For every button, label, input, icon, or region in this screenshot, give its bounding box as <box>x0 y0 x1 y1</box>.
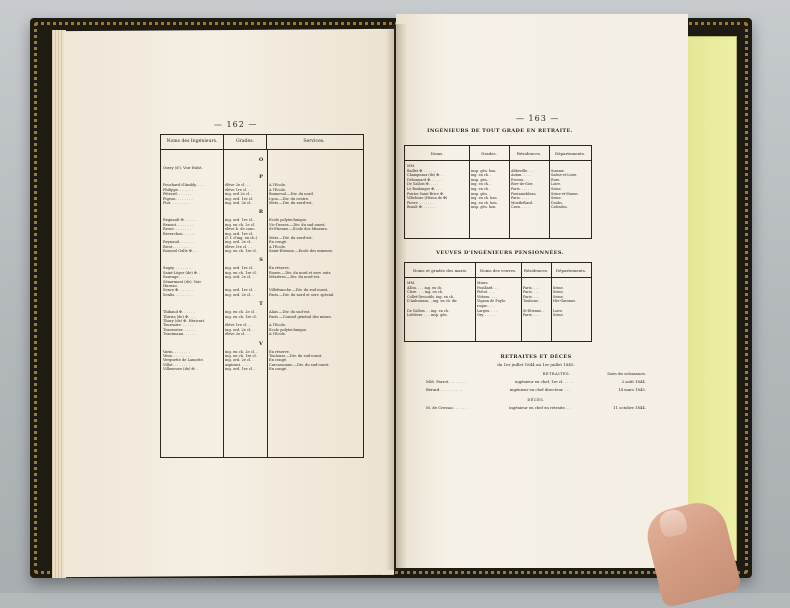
engineer-grade: ing. en ch. 2e cl. . <box>225 310 258 315</box>
deces-entry <box>426 405 646 410</box>
engineer-name: Vène. . . . . . . . . <box>163 353 192 358</box>
engineer-grade: ing. ord. 1re cl. . <box>225 266 256 271</box>
table-row <box>405 205 591 210</box>
right-page-number: — 163 — <box>516 114 560 123</box>
engineer-name: Tournaire. . . . . . <box>163 323 194 328</box>
engineer-service: Paris.—Conseil général des mines. <box>269 314 332 319</box>
retired-name: Le Boulanger ✠. . . . <box>407 186 442 191</box>
retired-name: Pierre. . . . . . . . <box>407 200 434 205</box>
engineer-grade: ing. ord. 2e cl. . <box>225 327 254 332</box>
retired-department: Loire. <box>551 182 562 187</box>
ordinance-dates-heading: Dates des ordonnances. <box>607 372 646 376</box>
widow-department: Seine. <box>553 294 564 299</box>
engineer-grade: élève 1re cl. . . <box>225 323 252 328</box>
engineer-service: Metz.—Div. du nord-est. <box>269 235 313 240</box>
engineer-service: A l'École. <box>269 323 287 328</box>
retired-grade: ing. en ch. hon. <box>471 200 498 205</box>
engineer-grade: ing. en ch. 2e cl. <box>225 222 256 227</box>
engineer-grade: aspirant. . . . . <box>225 362 251 367</box>
engineer-service: En réserve. <box>269 349 290 354</box>
husband-name: D'Aubuisson. . ing. en ch. dir. <box>407 299 458 304</box>
widows-col-widows: Noms des veuves. <box>479 267 517 273</box>
person-title: ingénieur en chef directeur. . . . <box>509 387 571 392</box>
retraite-entry <box>426 387 646 392</box>
engineer-grade: élève 2e cl. . . <box>225 332 251 337</box>
engineer-grade: ing. ord. 2e cl. . <box>225 358 254 363</box>
table-row <box>405 313 591 318</box>
retired-name: Debonnard ✠. . . . . . <box>407 177 442 182</box>
engineer-service: En congé. <box>269 240 288 245</box>
table-row <box>163 332 359 336</box>
engineer-service: En congé. <box>269 367 288 372</box>
retired-table-header <box>405 146 591 161</box>
engineer-name: Saint-Léger (de) ✠. . <box>163 270 201 275</box>
engineer-name: Thibaud ✠. . . . . . <box>163 310 195 315</box>
retired-grade: insp. gén. hon. <box>471 168 497 173</box>
engineer-service: École polytechnique. <box>269 218 308 223</box>
engineer-name: Reynaud. . . . . . . <box>163 240 194 245</box>
engineer-name: Roussel Galle ✠. . . <box>163 249 198 254</box>
section-letter: T <box>259 301 263 308</box>
engineer-service: A l'École. <box>269 332 287 337</box>
retired-col-residences: Résidences. <box>516 150 542 156</box>
engineer-grade: ing. ord 2e cl. . <box>225 192 253 197</box>
retirements-title: RETRAITES ET DÉCÈS <box>500 354 572 360</box>
widows-col-husbands: Noms et grades des maris. <box>412 267 468 273</box>
engineer-name: Regnault ✠. . . . . . <box>163 218 197 223</box>
husband-name: Allou. . . . ing. en ch. <box>407 285 443 290</box>
retired-grade: ing. en ch. . <box>471 186 492 191</box>
date: 2 août 1844. <box>621 379 646 384</box>
engineer-grade: ing. ord. 1re cl. . <box>225 367 256 372</box>
retired-department: Saône-et-Loire. <box>551 173 578 178</box>
retirements-subtitle: du 1er juillet 1844 au 1er juillet 1845. <box>497 362 575 367</box>
table-row <box>163 367 359 371</box>
engineer-grade: ing. ord. 2e cl. . <box>225 240 254 245</box>
retired-grade: insp. gén. . <box>471 177 490 182</box>
engineer-name: Philippe. . . . . . . <box>163 187 193 192</box>
retired-name: Poirier Saint-Brice ✠. <box>407 191 444 196</box>
engineer-grade: ing. ord. 2e cl. . <box>225 200 254 205</box>
widows-table <box>404 262 592 342</box>
engineer-service: Mézières.—Div. du nord-est. <box>269 275 321 280</box>
engineer-name: Piot. . . . . . . . . <box>163 200 190 205</box>
widows-col-residences: Résidences. <box>523 267 549 273</box>
person-name: Bérard. . . . . . . . . . <box>426 387 463 392</box>
engineer-grade: ing. en ch. 1re cl. <box>225 314 257 319</box>
widow-residence: Paris. . . . <box>523 313 540 318</box>
engineer-service: A l'École. <box>269 187 287 192</box>
retired-department: Seine. <box>551 196 562 201</box>
engineer-name: Hureau. <box>163 284 178 289</box>
date: 11 octobre 1844. <box>613 405 646 410</box>
retired-department: Calvados. <box>551 205 568 210</box>
col-header-grades: Grades. <box>223 135 267 149</box>
table-row <box>163 201 359 205</box>
person-name: MM. Parrot. . . . . . . . <box>426 379 467 384</box>
deces-list <box>426 405 646 410</box>
retired-col-departments: Départements. <box>554 150 586 156</box>
section-letter: O <box>258 157 264 163</box>
widow-name: Largeu. . . . <box>477 308 497 313</box>
engineer-service: Rouen.—Div. du nord et serv. extr. <box>269 270 332 275</box>
engineer-service: Saint-Étienne.—École des mineurs. <box>269 249 334 254</box>
engineer-name: Rivot. . . . . . . . <box>163 244 190 249</box>
retired-name: MM. <box>407 164 416 168</box>
retired-grade: ing. en ch. . <box>471 182 492 187</box>
engineer-service: Vic-Dessos.—Div. du sud-ouest. <box>269 222 326 227</box>
engineer-grade: ing. ord. 2e cl. . <box>225 275 254 280</box>
table-row <box>163 166 359 170</box>
retired-residence: Paris. . . . . <box>511 186 530 191</box>
retired-name: Brault ✠. . . . . . . <box>407 205 436 210</box>
retirements-block <box>426 354 646 410</box>
left-page-number: — 162 — <box>214 119 258 130</box>
engineer-service: A l'École. <box>269 183 287 188</box>
widows-col-departments: Départements. <box>555 267 587 273</box>
retired-col-names: Noms. <box>430 150 444 156</box>
retired-department: Doubs. <box>551 200 563 205</box>
engineer-name: Trasenster. . . . . . <box>163 327 195 332</box>
engineer-name: Renout. . . . . . . . <box>163 222 194 227</box>
retired-residence: Paris. . . . . <box>511 196 530 201</box>
widow-name: Ory. . . . . . <box>477 313 495 318</box>
table-row <box>163 249 359 253</box>
engineer-grade <box>223 166 267 170</box>
retired-grade: ing. en ch. hon. <box>471 196 498 201</box>
col-header-names: Noms des Ingénieurs. <box>166 139 218 145</box>
engineer-service: En réserve. <box>269 266 290 271</box>
engineer-service: Alais.—Div. du sud-est. <box>269 310 311 315</box>
endpaper <box>683 36 737 561</box>
retraites-heading: RETRAITES. <box>542 372 571 376</box>
retraites-list <box>426 379 646 392</box>
widow-residence: Toulouse. . <box>523 299 542 304</box>
deces-heading: DÉCÈS. <box>527 398 545 402</box>
widow-residence: Paris. . . . <box>523 285 540 290</box>
engineer-name: Vergnette de Lamotte. <box>163 358 204 363</box>
retired-department: Eure. <box>551 177 561 182</box>
engineer-service: Toulouse.—Div. du sud-ouest. <box>269 353 323 358</box>
engineer-service <box>267 166 359 170</box>
section-letter: R <box>258 209 264 216</box>
engineers-table-body <box>163 153 359 372</box>
husband-name: Collet-Descotils. ing. en ch. <box>407 294 455 299</box>
retired-table <box>404 145 592 239</box>
engineer-name: Pouchard d'Ambly. . . . <box>163 183 204 188</box>
person-title: ingénieur en chef, 1re cl. . . . . <box>515 379 574 384</box>
col-header-services: Services. <box>303 139 325 145</box>
engineer-name: Pétrard. . . . . . . <box>163 192 192 197</box>
engineer-grade: ing. ord. 1re cl. <box>225 196 254 201</box>
engineer-service: Bonneval.—Div. du nord. <box>269 192 314 197</box>
engineer-service: En congé. <box>269 358 288 363</box>
widow-department: Seine. <box>553 285 564 290</box>
person-name: M. de Cressac. . . . . . <box>426 405 467 410</box>
section-letter: V <box>259 340 263 347</box>
engineer-grade: élève 1re cl. . . <box>225 187 252 192</box>
engineer-name: Pigeon. . . . . . . . <box>163 196 193 201</box>
widow-name: Fouillard. . . <box>477 285 498 290</box>
retired-residence: Caen. . . . . <box>511 205 530 210</box>
widow-residence: Paris. . . . <box>523 294 540 299</box>
widow-department: Loire. <box>553 308 564 313</box>
engineer-name: Senlis. . . . . . . . <box>163 292 192 297</box>
engineer-grade: ing. en ch. 2e cl. . <box>225 349 258 354</box>
retired-name: De Gallois ✠. . . . . <box>407 182 439 187</box>
engineer-grade: ing. ord. 2e cl. . <box>225 292 254 297</box>
retired-residence: Rive-de-Gier. . <box>511 182 536 187</box>
engineer-name: Sauvage. . . . . . . <box>163 275 194 280</box>
widows-title: VEUVES D'INGÉNIEURS PENSIONNÉES. <box>436 250 564 256</box>
retired-name: Baillet ✠. . . . . . . <box>407 168 437 173</box>
engineer-name: Varin. . . . . . . . <box>163 349 190 354</box>
engineer-service: Paris.—Div. du nord et serv. spécial. <box>269 292 335 297</box>
engineers-table-header <box>161 135 363 150</box>
engineer-service: A l'École. <box>269 244 287 249</box>
retired-department: Somme. <box>551 168 565 173</box>
engineer-grade: ing. en ch. 1re cl. <box>225 353 257 358</box>
engineer-name: Sagey. . . . . . . . <box>163 266 191 271</box>
engineer-grade: ing. ord. 1re cl. . <box>225 218 256 223</box>
date: 14 mars 1845. <box>618 387 646 392</box>
retired-residence: Évreux . . . . <box>511 177 532 182</box>
widows-table-header <box>405 263 591 278</box>
retired-name: Villefosse (Héron de ✠) <box>407 196 448 201</box>
engineer-service: École polytechnique. <box>269 327 308 332</box>
engineer-name: Thirria (de) ✠. . . . <box>163 314 197 319</box>
retired-residence: Fontainebleau. <box>511 191 537 196</box>
engineer-name: Trautmann. . . . . . <box>163 332 196 337</box>
retired-table-body <box>405 161 591 210</box>
husband-name: Clere. . . . ing. en ch. <box>407 290 443 295</box>
widow-department: Seine. <box>553 290 564 295</box>
engineer-name: Osery (d'). Voir Hulst. <box>163 166 203 170</box>
engineer-service: Lyon.—Div. du centre. <box>269 196 310 201</box>
engineer-grade: ing. ord. 1re cl. . <box>225 288 256 293</box>
retired-title: INGÉNIEURS DE TOUT GRADE EN RETRAITE. <box>427 128 573 134</box>
engineer-name: Villeneuve (de) ✠. . <box>163 367 198 372</box>
engineer-service: St-Étienne.—École des Mineurs. <box>269 227 328 232</box>
widow-residence: Paris. . . . <box>523 290 540 295</box>
retired-grade: ing. en ch. . <box>471 173 492 178</box>
widow-name: Vitteau. . . . <box>477 294 497 299</box>
widow-residence: St-Étienne. . <box>523 308 545 313</box>
widow-department: Hte-Garonne. <box>553 299 577 304</box>
retired-grade: insp. gén. hon. <box>471 205 497 210</box>
widow-name: Vignon de Puylo- <box>477 299 507 304</box>
husband-name: De Gallois. . . ing. en ch. <box>407 308 450 313</box>
retired-col-grades: Grades. <box>481 150 497 156</box>
engineers-table <box>160 134 364 458</box>
retraite-entry <box>426 379 646 384</box>
widow-name: roque. . . . <box>477 303 495 308</box>
engineer-name: Villot. . . . . . . . <box>163 362 190 367</box>
engineer-name: Sénarmont (de). Voir <box>163 279 202 284</box>
retired-department: Seine. <box>551 186 562 191</box>
engineer-grade: élève h. de conc. <box>225 227 256 232</box>
widows-table-body <box>405 278 591 318</box>
retired-department: Seine-et-Marne. <box>551 191 579 196</box>
engineer-name: Resse. . . . . . . . <box>163 227 191 232</box>
widow-name: Piétot. . . . <box>477 290 495 295</box>
widow-name: Mmes <box>477 281 488 285</box>
husband-name: MM. <box>407 281 416 285</box>
section-letter: S <box>259 257 263 264</box>
retired-residence: Autun. . . . . <box>511 173 532 178</box>
engineer-grade: élève 2e cl. . . <box>225 183 251 188</box>
engineer-name: Sence ✠. . . . . . . <box>163 288 194 293</box>
engineer-name: Reverchon. . . . . . <box>163 231 196 236</box>
engineer-grade: ing. en ch. 1re cl. <box>225 249 257 254</box>
person-title: ingénieur en chef en retraite. . . <box>509 405 571 410</box>
retired-grade: insp. gén. . <box>471 191 490 196</box>
husband-name: Lefebvre. . . . insp. gén. <box>407 313 448 318</box>
engineer-grade: ing. ord. 1re cl. <box>225 231 254 236</box>
section-letter: P <box>259 174 263 181</box>
engineer-service: Metz.—Div. du nord-est. <box>269 200 313 205</box>
engineer-grade: (f. f. d'ing. en ch.) <box>225 235 258 240</box>
engineer-grade: ing. en ch. 1re cl. <box>225 270 257 275</box>
engineer-name: Thury (de) ✠. Héricart. <box>163 318 206 323</box>
table-row <box>163 293 359 297</box>
retired-residence: Abbeville. . . . <box>511 168 535 173</box>
retired-residence: Montbéliard. . <box>511 200 536 205</box>
engineer-grade: élève 1re cl. . . <box>225 244 252 249</box>
retired-name: Champeaux (de) ✠. . . <box>407 173 445 178</box>
engineer-service: Carcassonne.—Div. du sud-ouest. <box>269 362 330 367</box>
widow-department: Seine. <box>553 313 564 318</box>
engineer-service: Villefranche.—Div. du sud-ouest. <box>269 288 329 293</box>
